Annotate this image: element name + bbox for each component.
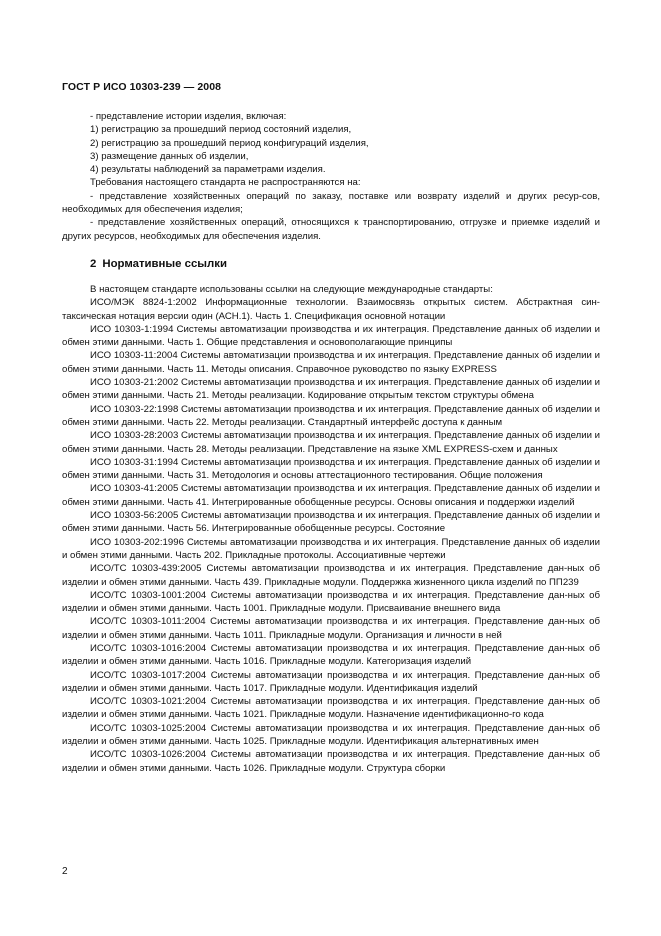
reference-item: ИСО/МЭК 8824-1:2002 Информационные технологии. Взаимосвязь открытых систем. Абстрактная син-таксическая нотация версии один (АСН.1). Часть 1. Спецификация основной нотации	[62, 297, 600, 322]
reference-item: ИСО/ТС 10303-1025:2004 Системы автоматизации производства и их интеграция. Представление дан-ных об изделии и обмен этими данными. Часть 1025. Прикладные модули. Идентификация альтернативных имен	[62, 722, 600, 748]
reference-item: ИСО 10303-21:2002 Системы автоматизации производства и их интеграция. Представление данных об изделии и обмен этими данными. Часть 21. Методы реализации. Кодирование открытым текстом структуры обмена	[62, 377, 600, 402]
refs-intro: В настоящем стандарте использованы ссылки на следующие международные стандарты:	[90, 283, 493, 295]
reference-item: ИСО/ТС 10303-1011:2004 Системы автоматизации производства и их интеграция. Представление дан-ных об изделии и обмен этими данными. Часть 1011. Прикладные модули. Организация и личности в ней	[62, 616, 600, 641]
scope-paragraph: - представление хозяйственных операций по заказу, поставке или возврату изделий и других ресур-сов, необходимых для обеспечения изделия;	[62, 190, 600, 216]
page-content	[62, 110, 600, 775]
reference-item: ИСО 10303-31:1994 Системы автоматизации производства и их интеграция. Представление данных об изделии и обмен этими данными. Часть 31. Методология и основы аттестационного тестирования. Общие положения	[62, 456, 600, 482]
scope-paragraph: 4) результаты наблюдений за параметрами изделия.	[90, 164, 326, 176]
page-number: 2	[62, 866, 68, 877]
reference-item: ИСО/ТС 10303-1017:2004 Системы автоматизации производства и их интеграция. Представление дан-ных об изделии и обмен этими данными. Часть 1017. Прикладные модули. Идентификация изделий	[62, 669, 600, 694]
reference-item: ИСО 10303-41:2005 Системы автоматизации производства и их интеграция. Представление данных об изделии и обмен этими данными. Часть 41. Интегрированные обобщенные ресурсы. Основы описания и поддержки изделий	[62, 483, 600, 508]
scope-paragraph: 3) размещение данных об изделии,	[90, 150, 249, 162]
reference-item: ИСО 10303-28:2003 Системы автоматизации производства и их интеграция. Представление данных об изделии и обмен этими данными. Часть 28. Методы реализации. Представление на языке XML EXPRESS-схем и данных	[62, 430, 600, 455]
section-title: Нормативные ссылки	[102, 257, 227, 270]
reference-item: ИСО 10303-11:2004 Системы автоматизации производства и их интеграция. Представление данных об изделии и обмен этими данными. Часть 11. Методы описания. Справочное руководство по языку EXPRESS	[62, 350, 600, 375]
reference-item: ИСО 10303-1:1994 Системы автоматизации производства и их интеграция. Представление данных об изделии и обмен этими данными. Часть 1. Общие представления и основополагающие принципы	[62, 323, 600, 349]
reference-item: ИСО 10303-22:1998 Системы автоматизации производства и их интеграция. Представление данных об изделии и обмен этими данными. Часть 22. Методы реализации. Стандартный интерфейс доступа к данным	[62, 403, 600, 428]
scope-paragraph: Требования настоящего стандарта не распространяются на:	[90, 177, 361, 189]
section-heading	[90, 257, 600, 271]
scope-paragraph: 1) регистрацию за прошедший период состояний изделия,	[90, 124, 352, 136]
section-number: 2	[90, 257, 97, 270]
scope-paragraph: - представление истории изделия, включая:	[90, 111, 287, 122]
scope-paragraph: - представление хозяйственных операций, относящихся к транспортированию, отгрузке и приемке изделий и других ресурсов, необходимых для обеспечения изделия.	[62, 217, 600, 242]
reference-item: ИСО/ТС 10303-1021:2004 Системы автоматизации производства и их интеграция. Представление дан-ных об изделии и обмен этими данными. Часть 1021. Прикладные модули. Назначение идентификационно-го кода	[62, 696, 600, 721]
page-header: ГОСТ Р ИСО 10303-239 — 2008	[62, 81, 222, 93]
reference-item: ИСО/ТС 10303-1001:2004 Системы автоматизации производства и их интеграция. Представление дан-ных об изделии и обмен этими данными. Часть 1001. Прикладные модули. Присваивание внешнего вида	[62, 589, 600, 615]
reference-item: ИСО/ТС 10303-1026:2004 Системы автоматизации производства и их интеграция. Представление дан-ных об изделии и обмен этими данными. Часть 1026. Прикладные модули. Структура сборки	[62, 749, 600, 774]
reference-item: ИСО/ТС 10303-439:2005 Системы автоматизации производства и их интеграция. Представление дан-ных об изделии и обмен этими данными. Часть 439. Прикладные модули. Поддержка жизненного цикла изделий по ПП239	[62, 563, 600, 588]
scope-paragraph: 2) регистрацию за прошедший период конфигураций изделия,	[90, 137, 369, 149]
reference-item: ИСО/ТС 10303-1016:2004 Системы автоматизации производства и их интеграция. Представление дан-ных об изделии и обмен этими данными. Часть 1016. Прикладные модули. Категоризация изделий	[62, 642, 600, 668]
reference-item: ИСО 10303-56:2005 Системы автоматизации производства и их интеграция. Представление данных об изделии и обмен этими данными. Часть 56. Интегрированные обобщенные ресурсы. Состояние	[62, 510, 600, 535]
reference-item: ИСО 10303-202:1996 Системы автоматизации производства и их интеграция. Представление данных об изделии и обмен этими данными. Часть 202. Прикладные протоколы. Ассоциативные чертежи	[62, 536, 600, 561]
